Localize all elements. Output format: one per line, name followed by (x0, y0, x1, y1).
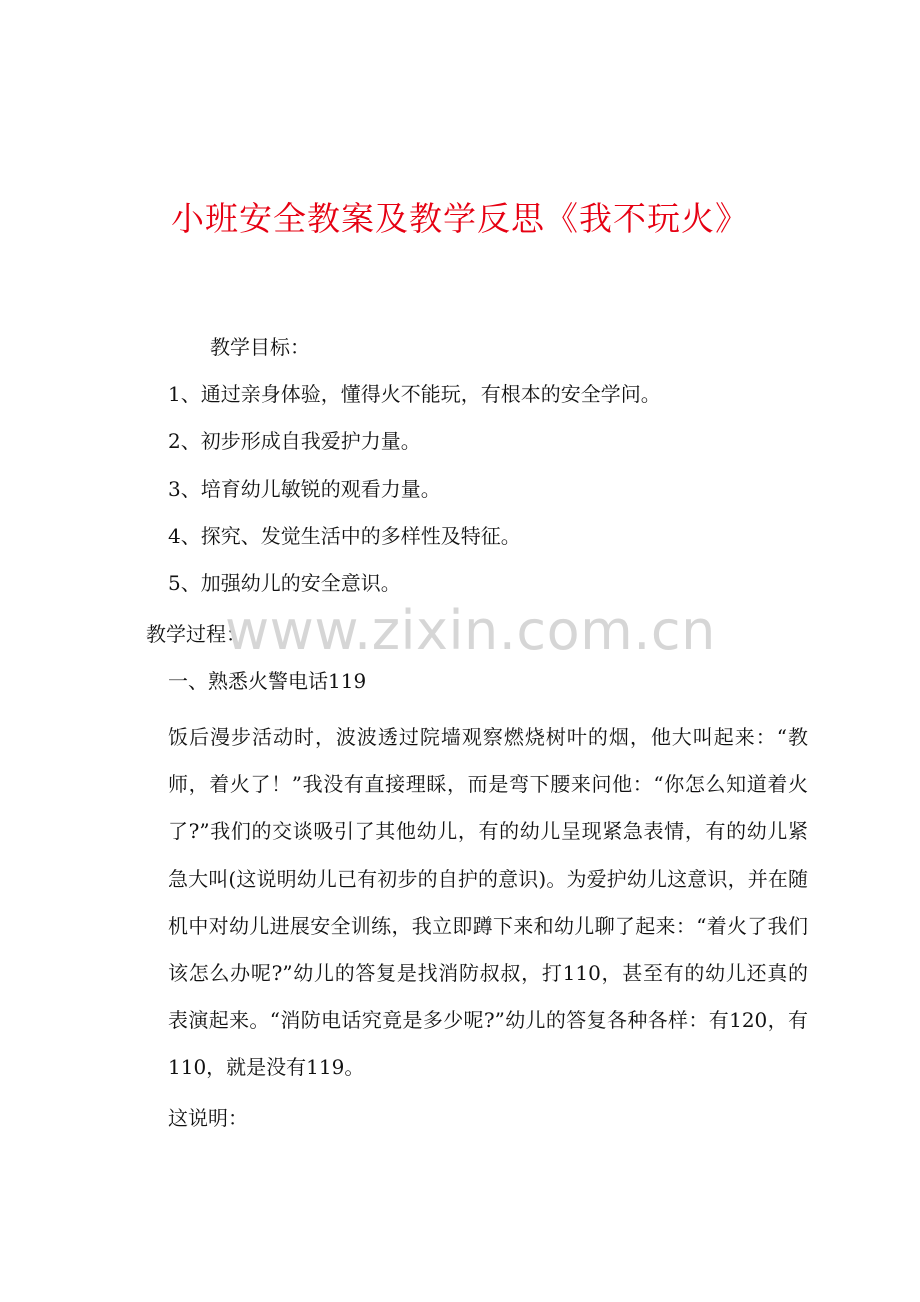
paragraph-line: 机中对幼儿进展安全训练，我立即蹲下来和幼儿聊了起来：“着火了我们 (168, 913, 808, 938)
paragraph-line: 急大叫(这说明幼儿已有初步的自护的意识)。为爱护幼儿这意识，并在随 (168, 866, 808, 891)
objective-item-5: 5、加强幼儿的安全意识。 (168, 571, 401, 595)
story-paragraph (168, 714, 808, 1092)
paragraph-line: 该怎么办呢?”幼儿的答复是找消防叔叔，打110，甚至有的幼儿还真的 (168, 961, 808, 986)
objective-item-1: 1、通过亲身体验，懂得火不能玩，有根本的安全学问。 (168, 382, 661, 406)
objective-item-4: 4、探究、发觉生活中的多样性及特征。 (168, 524, 521, 548)
paragraph-line: 110，就是没有119。 (168, 1055, 365, 1080)
process-heading: 教学过程： (146, 622, 246, 646)
paragraph-line: 表演起来。“消防电话究竟是多少呢?”幼儿的答复各种各样：有120，有 (168, 1008, 808, 1033)
document-title: 小班安全教案及教学反思《我不玩火》 (171, 199, 749, 238)
closing-line: 这说明： (168, 1106, 248, 1130)
section-1-heading: 一、熟悉火警电话119 (168, 669, 367, 693)
paragraph-line: 饭后漫步活动时，波波透过院墙观察燃烧树叶的烟，他大叫起来：“教 (168, 725, 808, 749)
paragraph-line: 了?”我们的交谈吸引了其他幼儿，有的幼儿呈现紧急表情，有的幼儿紧 (168, 819, 808, 844)
objective-item-2: 2、初步形成自我爱护力量。 (168, 429, 421, 453)
objectives-heading: 教学目标： (210, 335, 310, 359)
objective-item-3: 3、培育幼儿敏锐的观看力量。 (168, 477, 441, 501)
site-watermark: www.zixin.com.cn (225, 599, 716, 662)
paragraph-line: 师，着火了！”我没有直接理睬，而是弯下腰来问他：“你怎么知道着火 (168, 772, 808, 797)
